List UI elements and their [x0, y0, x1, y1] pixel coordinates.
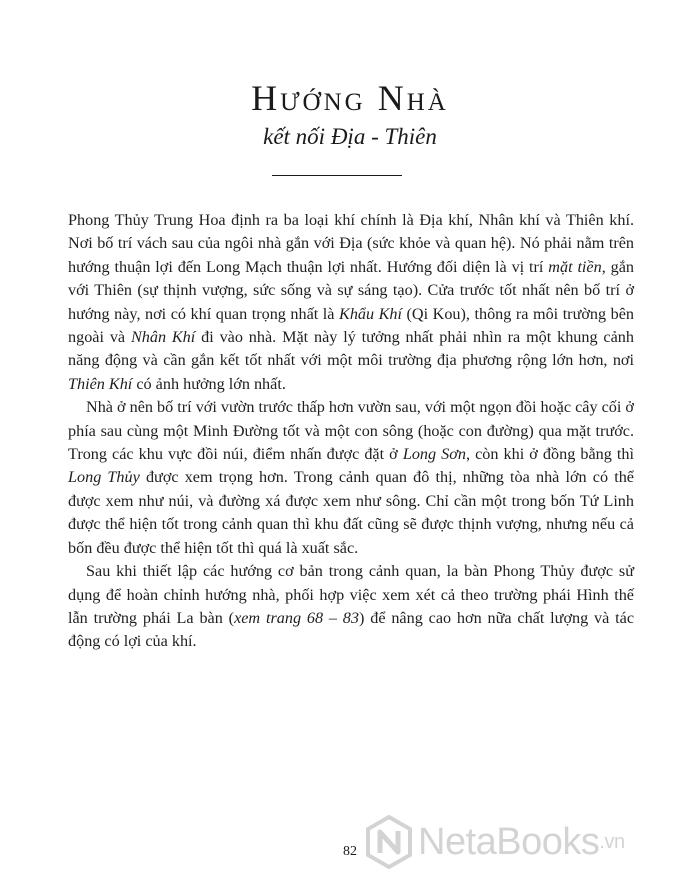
italic-term: Long Thủy: [68, 468, 140, 487]
netabooks-logo-icon: [366, 815, 412, 869]
paragraph-1: Phong Thủy Trung Hoa định ra ba loại khí chính là Địa khí, Nhân khí và Thiên khí. Nơi bố trí vách sau của ngôi nhà gắn với Địa (sức khỏe và quan hệ). Nó phải nằm trên hướng thuận lợi đến Long Mạch thuận lợi nhất. Hướng đối diện là vị trí mặt tiền, gắn với Thiên (sự thịnh vượng, sức sống và sự sáng tạo). Cửa trước tốt nhất nên bố trí ở hướng này, nơi có khí quan trọng nhất là Khẩu Khí (Qi Kou), thông ra môi trường bên ngoài và Nhân Khí đi vào nhà. Mặt này lý tưởng nhất phải nhìn ra một khung cảnh năng động và cần gắn kết tốt nhất với một môi trường địa phương rộng lớn hơn, nơi Thiên Khí có ảnh hưởng lớn nhất.: [68, 211, 634, 393]
italic-term: xem trang 68 – 83: [234, 608, 359, 627]
paragraph-3: Sau khi thiết lập các hướng cơ bản trong cảnh quan, la bàn Phong Thủy được sử dụng để hoàn chỉnh hướng nhà, phối hợp việc xem xét cả theo trường phái Hình thế lẫn trường phái La bàn (xem trang 68 – 83) để nâng cao hơn nữa chất lượng và tác động có lợi của khí.: [68, 562, 635, 651]
page-number: 82: [343, 844, 357, 859]
italic-term: Thiên Khí: [68, 374, 133, 393]
italic-term: Long Sơn: [402, 445, 466, 464]
netabooks-watermark: [366, 812, 696, 872]
paragraph-2: Nhà ở nên bố trí với vườn trước thấp hơn vườn sau, với một ngọn đồi hoặc cây cối ở phía sau cùng một Minh Đường tốt và một con sông (hoặc con đường) qua mặt trước. Trong các khu vực đồi núi, điểm nhấn được đặt ở Long Sơn, còn khi ở đồng bằng thì Long Thủy được xem trọng hơn. Trong cảnh quan đô thị, những tòa nhà lớn có thể được xem như núi, và đường xá được xem như sông. Chỉ cần một trong bốn Tứ Linh được thể hiện tốt trong cảnh quan thì khu đất cũng sẽ được thịnh vượng, nhưng nếu cả bốn đều được thể hiện tốt thì quá là xuất sắc.: [68, 398, 634, 557]
title-divider: [272, 175, 402, 176]
page-subtitle: kết nối Địa - Thiên: [263, 124, 437, 149]
page-title: Hướng Nhà: [251, 78, 449, 118]
body-text: [68, 209, 634, 654]
italic-term: mặt tiền: [548, 257, 602, 276]
watermark-suffix: .vn: [599, 830, 625, 853]
italic-term: Nhân Khí: [130, 328, 196, 347]
watermark-brand: NetaBooks: [418, 820, 600, 863]
italic-term: Khẩu Khí: [339, 304, 403, 323]
